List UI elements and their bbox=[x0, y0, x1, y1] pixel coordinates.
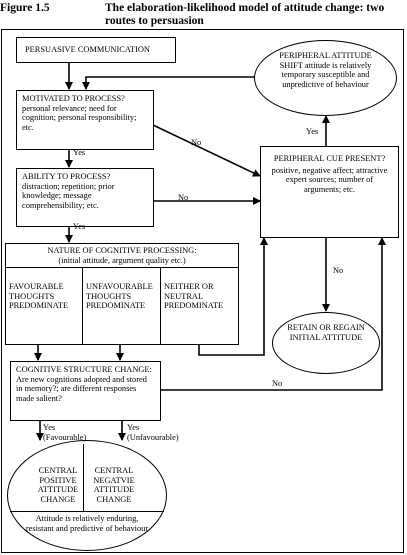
edge-label-motivated-cue-no: No bbox=[191, 138, 202, 147]
node-persuasive-communication bbox=[16, 37, 176, 63]
edge-label-motivated-ability-yes: Yes bbox=[73, 148, 86, 157]
node-nature-body: (initial attitude, argument quality etc.) bbox=[58, 255, 186, 265]
node-structure-title: COGNITIVE STRUCTURE CHANGE: bbox=[16, 365, 152, 374]
node-ability-body: distraction; repetition; prior knowledge; message comprehensibility; etc. bbox=[22, 181, 115, 210]
node-neither-or-neutral bbox=[160, 267, 239, 345]
node-peripheral-cue-present bbox=[260, 146, 399, 238]
node-central-negative bbox=[86, 466, 142, 504]
node-nature-title: NATURE OF COGNITIVE PROCESSING: bbox=[47, 246, 197, 255]
edge-label-structure-cue-no: No bbox=[272, 379, 283, 388]
node-persuasive-title: PERSUASIVE COMMUNICATION bbox=[25, 45, 150, 54]
edge-label-structure-positive-favourable: (Favourable) bbox=[43, 433, 87, 442]
edge-label-ability-cue-no: No bbox=[178, 193, 189, 202]
node-unfavourable-text: UNFAVOURABLE THOUGHTS PREDOMINATE bbox=[86, 282, 153, 311]
figure-title-line-1: The elaboration-likelihood model of attitude change: two bbox=[105, 2, 385, 14]
edge-label-structure-negative-unfavourable: (Unfavourable) bbox=[127, 433, 179, 442]
edge-shift-to-motivated bbox=[86, 77, 255, 89]
node-central-negative-text: CENTRAL NEGATVIE ATTITUDE CHANGE bbox=[93, 466, 135, 504]
node-central-note bbox=[22, 514, 152, 533]
figure-title-line-2: routes to persuasion bbox=[105, 15, 204, 27]
edge-label-structure-positive-yes: Yes bbox=[43, 423, 56, 432]
edge-label-ability-nature-yes: Yes bbox=[73, 222, 86, 231]
edge-motivated-to-peripheral-cue bbox=[153, 125, 260, 176]
node-peripheral-shift-body: attitude is relatively temporary susceptible and unpredictive of behaviour bbox=[281, 60, 372, 89]
node-peripheral-attitude-shift bbox=[254, 40, 397, 116]
node-peripheral-shift-title: PERIPHERAL ATTITUDE SHIFT bbox=[279, 51, 372, 70]
node-ability-title: ABILITY TO PROCESS? bbox=[22, 172, 111, 181]
figure-label: Figure 1.5 bbox=[0, 2, 50, 14]
node-peripheral-cue-body: positive, negative affect; attractive expert sources; number of arguments; etc. bbox=[271, 165, 388, 194]
node-neither-text: NEITHER OR NEUTRAL PREDOMINATE bbox=[164, 282, 224, 311]
node-motivated-title: MOTIVATED TO PROCESS? bbox=[22, 94, 125, 103]
edge-label-structure-negative-yes: Yes bbox=[127, 423, 140, 432]
node-peripheral-cue-title: PERIPHERAL CUE PRESENT? bbox=[273, 154, 386, 163]
node-motivated-to-process bbox=[16, 90, 154, 150]
node-ability-to-process bbox=[16, 168, 154, 227]
node-retain-initial-attitude bbox=[272, 312, 380, 374]
node-cognitive-structure-change bbox=[10, 361, 161, 421]
node-central-positive-text: CENTRAL POSITIVE ATTITUDE CHANGE bbox=[37, 466, 79, 504]
node-central-note-text: Attitude is relatively enduring, resistant and predictive of behaviour bbox=[25, 514, 149, 533]
node-structure-body: Are new cognitions adopted and stored in memory?; are different responses made salient? bbox=[16, 374, 147, 403]
edge-label-cue-retain-no: No bbox=[333, 266, 344, 275]
node-unfavourable-thoughts bbox=[82, 267, 161, 345]
central-divider-horizontal bbox=[10, 511, 164, 512]
edge-label-cue-shift-yes: Yes bbox=[306, 127, 319, 136]
node-retain-text: RETAIN OR REGAIN INITIAL ATTITUDE bbox=[287, 323, 365, 342]
node-favourable-thoughts bbox=[5, 267, 83, 345]
node-motivated-body: personal relevance; need for cognition; personal responsibility; etc. bbox=[22, 103, 137, 132]
node-central-positive bbox=[32, 466, 84, 504]
node-nature-of-cognitive-processing bbox=[5, 243, 239, 268]
node-favourable-text: FAVOURABLE THOUGHTS PREDOMINATE bbox=[9, 282, 69, 311]
